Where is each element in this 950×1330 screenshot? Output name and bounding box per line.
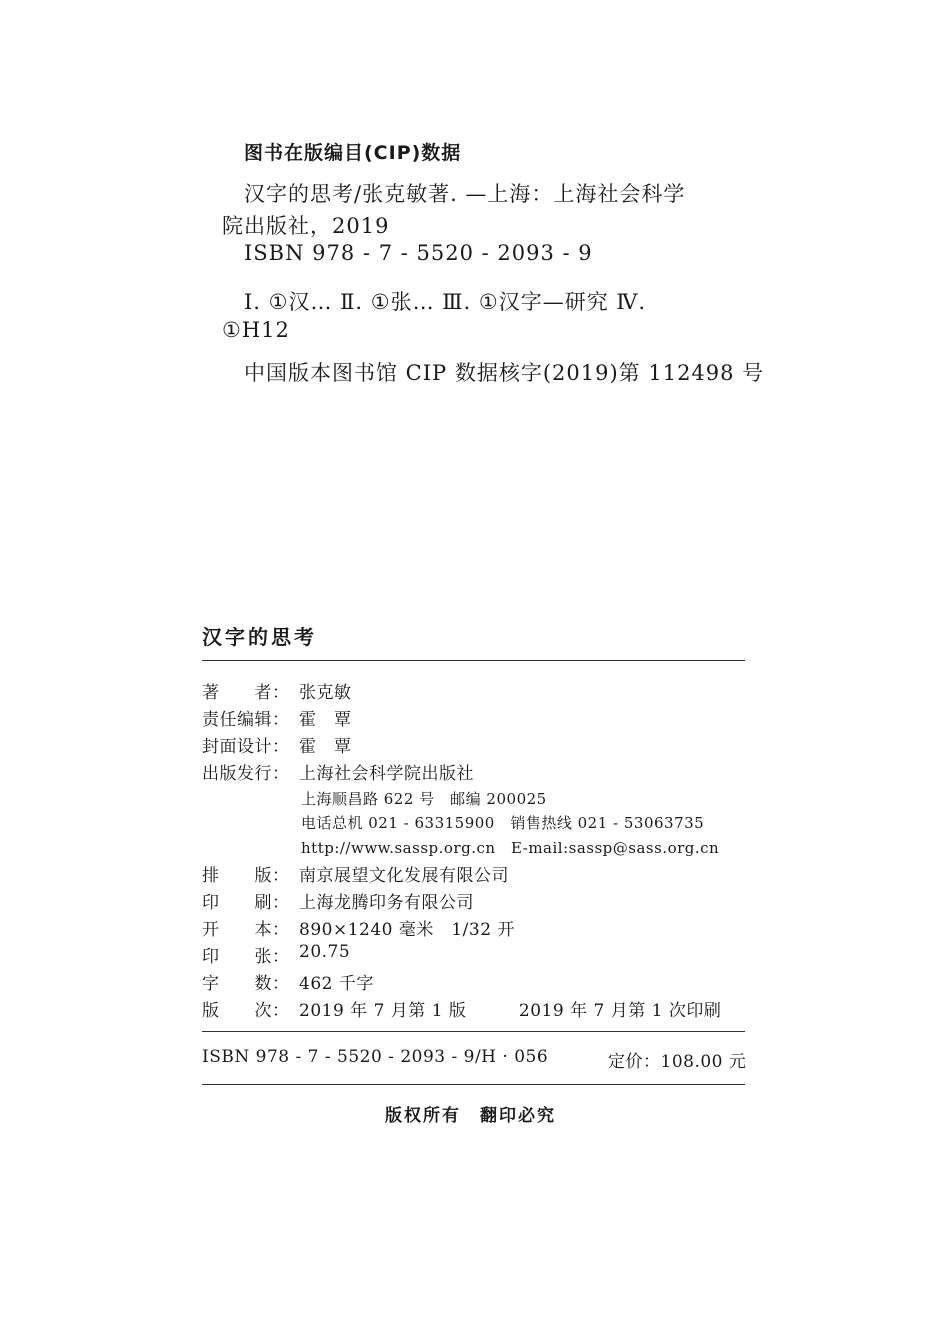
row-value-edition: 2019 年 7 月第 1 版 2019 年 7 月第 1 次印刷	[299, 1001, 722, 1021]
row-label-format: 开 本：	[202, 920, 290, 940]
row-label-printing: 印 刷：	[202, 893, 290, 913]
cip-classification-continued: ①H12	[222, 318, 290, 342]
row-label-word-count: 字 数：	[202, 974, 290, 994]
row-value-format: 890×1240 毫米 1/32 开	[299, 920, 515, 940]
book-title: 汉字的思考	[202, 625, 317, 649]
divider-top	[202, 660, 745, 661]
publisher-phone: 电话总机 021 - 63315900 销售热线 021 - 53063735	[301, 814, 705, 832]
row-label-publisher: 出版发行：	[202, 764, 290, 784]
row-label-edition: 版 次：	[202, 1001, 290, 1021]
cip-heading: 图书在版编目(CIP)数据	[244, 142, 462, 164]
row-value-publisher: 上海社会科学院出版社	[299, 764, 474, 784]
copyright-notice: 版权所有 翻印必究	[385, 1106, 556, 1126]
cip-title-line-continued: 院出版社，2019	[222, 214, 390, 238]
publisher-web: http://www.sassp.org.cn E-mail:sassp@sass.org.cn	[301, 839, 720, 857]
row-label-author: 著 者：	[202, 683, 290, 703]
publisher-address: 上海顺昌路 622 号 邮编 200025	[301, 790, 547, 808]
row-value-sheets: 20.75	[299, 942, 351, 962]
row-label-sheets: 印 张：	[202, 947, 290, 967]
row-value-author: 张克敏	[299, 683, 352, 703]
divider-bottom	[202, 1084, 745, 1085]
row-label-typesetting: 排 版：	[202, 866, 290, 886]
price: 定价：108.00 元	[608, 1052, 747, 1072]
row-value-cover-design: 霍 覃	[299, 737, 352, 757]
isbn-full: ISBN 978 - 7 - 5520 - 2093 - 9/H · 056	[202, 1047, 549, 1067]
row-value-word-count: 462 千字	[299, 974, 374, 994]
cip-classification: Ⅰ. ①汉… Ⅱ. ①张… Ⅲ. ①汉字—研究 Ⅳ.	[244, 290, 647, 314]
cip-isbn: ISBN 978 - 7 - 5520 - 2093 - 9	[244, 241, 593, 265]
row-value-printing: 上海龙腾印务有限公司	[299, 893, 474, 913]
cip-title-line: 汉字的思考/张克敏著. —上海：上海社会科学	[244, 182, 686, 206]
row-label-cover-design: 封面设计：	[202, 737, 290, 757]
row-label-editor: 责任编辑：	[202, 710, 290, 730]
row-value-typesetting: 南京展望文化发展有限公司	[299, 866, 509, 886]
divider-middle	[202, 1031, 745, 1032]
row-value-editor: 霍 覃	[299, 710, 352, 730]
cip-record-number: 中国版本图书馆 CIP 数据核字(2019)第 112498 号	[244, 361, 765, 385]
